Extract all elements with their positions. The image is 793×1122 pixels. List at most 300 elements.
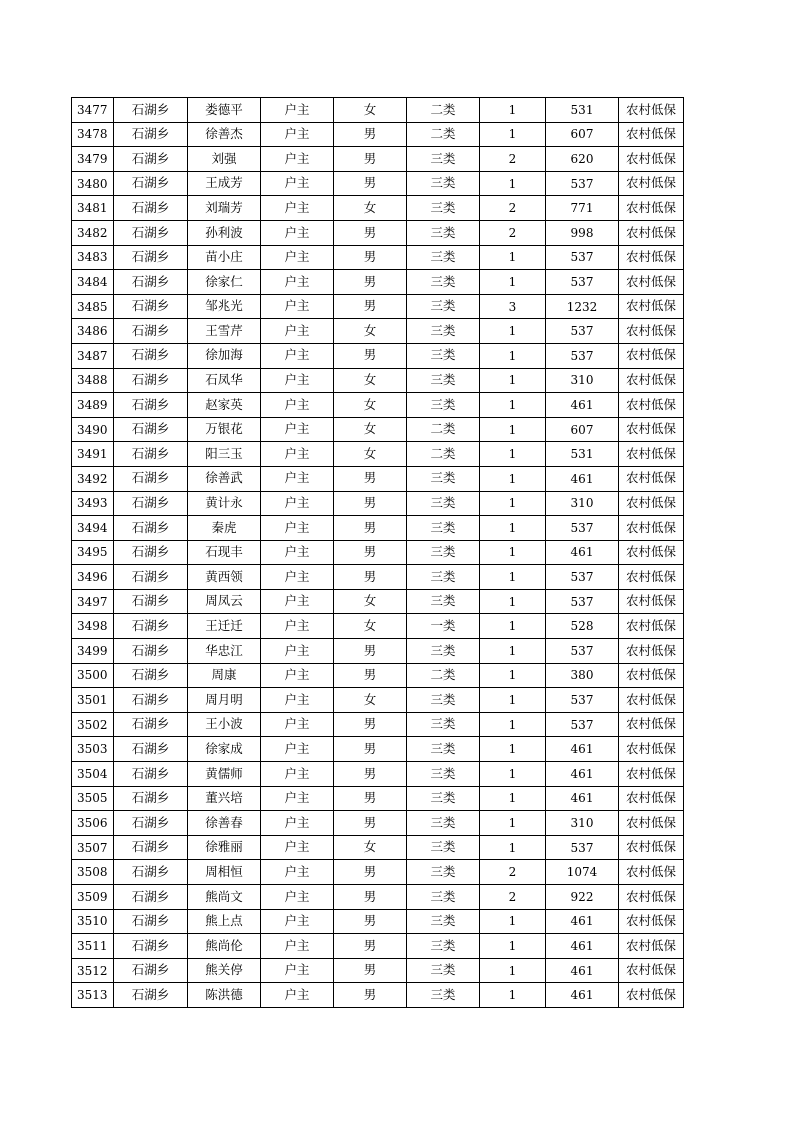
- record-id-cell: 3478: [72, 122, 114, 147]
- category-cell: 三类: [407, 343, 480, 368]
- gender-cell: 男: [334, 885, 407, 910]
- amount-cell: 537: [546, 343, 619, 368]
- program-cell: 农村低保: [619, 294, 684, 319]
- record-id-cell: 3492: [72, 466, 114, 491]
- category-cell: 三类: [407, 147, 480, 172]
- record-id-cell: 3488: [72, 368, 114, 393]
- township-cell: 石湖乡: [114, 860, 188, 885]
- township-cell: 石湖乡: [114, 639, 188, 664]
- amount-cell: 310: [546, 491, 619, 516]
- record-id-cell: 3505: [72, 786, 114, 811]
- name-cell: 王雪芹: [188, 319, 261, 344]
- relation-cell: 户主: [261, 639, 334, 664]
- name-cell: 熊尚文: [188, 885, 261, 910]
- record-id-cell: 3485: [72, 294, 114, 319]
- relation-cell: 户主: [261, 762, 334, 787]
- category-cell: 三类: [407, 934, 480, 959]
- table-row: [72, 368, 684, 393]
- gender-cell: 女: [334, 196, 407, 221]
- category-cell: 三类: [407, 368, 480, 393]
- gender-cell: 男: [334, 909, 407, 934]
- relation-cell: 户主: [261, 491, 334, 516]
- household-size-cell: 2: [480, 196, 546, 221]
- township-cell: 石湖乡: [114, 196, 188, 221]
- table-row: [72, 343, 684, 368]
- program-cell: 农村低保: [619, 983, 684, 1008]
- table-row: [72, 614, 684, 639]
- table-row: [72, 909, 684, 934]
- record-id-cell: 3491: [72, 442, 114, 467]
- gender-cell: 女: [334, 688, 407, 713]
- relation-cell: 户主: [261, 885, 334, 910]
- gender-cell: 女: [334, 614, 407, 639]
- table-row: [72, 762, 684, 787]
- program-cell: 农村低保: [619, 811, 684, 836]
- record-id-cell: 3513: [72, 983, 114, 1008]
- name-cell: 熊尚伦: [188, 934, 261, 959]
- program-cell: 农村低保: [619, 540, 684, 565]
- household-size-cell: 1: [480, 393, 546, 418]
- gender-cell: 女: [334, 417, 407, 442]
- table-row: [72, 466, 684, 491]
- gender-cell: 男: [334, 811, 407, 836]
- program-cell: 农村低保: [619, 712, 684, 737]
- township-cell: 石湖乡: [114, 393, 188, 418]
- gender-cell: 女: [334, 393, 407, 418]
- township-cell: 石湖乡: [114, 368, 188, 393]
- household-size-cell: 1: [480, 491, 546, 516]
- township-cell: 石湖乡: [114, 762, 188, 787]
- amount-cell: 537: [546, 319, 619, 344]
- category-cell: 三类: [407, 245, 480, 270]
- program-cell: 农村低保: [619, 737, 684, 762]
- township-cell: 石湖乡: [114, 466, 188, 491]
- table-row: [72, 319, 684, 344]
- assistance-table: [71, 97, 684, 1008]
- amount-cell: 461: [546, 762, 619, 787]
- table-row: [72, 934, 684, 959]
- amount-cell: 380: [546, 663, 619, 688]
- household-size-cell: 1: [480, 737, 546, 762]
- amount-cell: 531: [546, 98, 619, 123]
- township-cell: 石湖乡: [114, 835, 188, 860]
- gender-cell: 女: [334, 98, 407, 123]
- township-cell: 石湖乡: [114, 589, 188, 614]
- amount-cell: 1232: [546, 294, 619, 319]
- name-cell: 熊关停: [188, 958, 261, 983]
- table-row: [72, 786, 684, 811]
- name-cell: 王成芳: [188, 171, 261, 196]
- amount-cell: 461: [546, 540, 619, 565]
- gender-cell: 男: [334, 934, 407, 959]
- township-cell: 石湖乡: [114, 122, 188, 147]
- program-cell: 农村低保: [619, 885, 684, 910]
- program-cell: 农村低保: [619, 245, 684, 270]
- program-cell: 农村低保: [619, 860, 684, 885]
- category-cell: 三类: [407, 737, 480, 762]
- category-cell: 三类: [407, 270, 480, 295]
- record-id-cell: 3497: [72, 589, 114, 614]
- gender-cell: 男: [334, 737, 407, 762]
- amount-cell: 922: [546, 885, 619, 910]
- name-cell: 赵家英: [188, 393, 261, 418]
- category-cell: 三类: [407, 393, 480, 418]
- township-cell: 石湖乡: [114, 98, 188, 123]
- table-row: [72, 835, 684, 860]
- relation-cell: 户主: [261, 368, 334, 393]
- program-cell: 农村低保: [619, 417, 684, 442]
- name-cell: 周凤云: [188, 589, 261, 614]
- gender-cell: 男: [334, 712, 407, 737]
- table-row: [72, 417, 684, 442]
- name-cell: 董兴培: [188, 786, 261, 811]
- record-id-cell: 3480: [72, 171, 114, 196]
- name-cell: 徐雅丽: [188, 835, 261, 860]
- category-cell: 三类: [407, 491, 480, 516]
- household-size-cell: 2: [480, 860, 546, 885]
- table-row: [72, 983, 684, 1008]
- category-cell: 三类: [407, 786, 480, 811]
- relation-cell: 户主: [261, 220, 334, 245]
- record-id-cell: 3481: [72, 196, 114, 221]
- record-id-cell: 3479: [72, 147, 114, 172]
- table-row: [72, 171, 684, 196]
- township-cell: 石湖乡: [114, 712, 188, 737]
- household-size-cell: 1: [480, 589, 546, 614]
- amount-cell: 461: [546, 393, 619, 418]
- name-cell: 阳三玉: [188, 442, 261, 467]
- program-cell: 农村低保: [619, 147, 684, 172]
- township-cell: 石湖乡: [114, 491, 188, 516]
- table-row: [72, 245, 684, 270]
- township-cell: 石湖乡: [114, 171, 188, 196]
- relation-cell: 户主: [261, 909, 334, 934]
- amount-cell: 537: [546, 516, 619, 541]
- program-cell: 农村低保: [619, 220, 684, 245]
- category-cell: 三类: [407, 516, 480, 541]
- category-cell: 三类: [407, 762, 480, 787]
- gender-cell: 女: [334, 368, 407, 393]
- household-size-cell: 2: [480, 147, 546, 172]
- township-cell: 石湖乡: [114, 417, 188, 442]
- gender-cell: 男: [334, 343, 407, 368]
- table-row: [72, 663, 684, 688]
- name-cell: 周康: [188, 663, 261, 688]
- relation-cell: 户主: [261, 934, 334, 959]
- relation-cell: 户主: [261, 589, 334, 614]
- category-cell: 三类: [407, 811, 480, 836]
- record-id-cell: 3496: [72, 565, 114, 590]
- household-size-cell: 1: [480, 466, 546, 491]
- gender-cell: 女: [334, 319, 407, 344]
- household-size-cell: 1: [480, 122, 546, 147]
- amount-cell: 461: [546, 983, 619, 1008]
- record-id-cell: 3501: [72, 688, 114, 713]
- township-cell: 石湖乡: [114, 688, 188, 713]
- record-id-cell: 3507: [72, 835, 114, 860]
- record-id-cell: 3503: [72, 737, 114, 762]
- household-size-cell: 1: [480, 639, 546, 664]
- household-size-cell: 1: [480, 319, 546, 344]
- household-size-cell: 1: [480, 540, 546, 565]
- record-id-cell: 3495: [72, 540, 114, 565]
- table-body: [72, 98, 684, 1008]
- name-cell: 王迁迁: [188, 614, 261, 639]
- category-cell: 三类: [407, 589, 480, 614]
- category-cell: 三类: [407, 860, 480, 885]
- township-cell: 石湖乡: [114, 565, 188, 590]
- name-cell: 黄儒师: [188, 762, 261, 787]
- category-cell: 三类: [407, 909, 480, 934]
- household-size-cell: 1: [480, 983, 546, 1008]
- gender-cell: 男: [334, 491, 407, 516]
- name-cell: 徐加海: [188, 343, 261, 368]
- relation-cell: 户主: [261, 294, 334, 319]
- table-row: [72, 516, 684, 541]
- record-id-cell: 3493: [72, 491, 114, 516]
- gender-cell: 男: [334, 147, 407, 172]
- category-cell: 三类: [407, 688, 480, 713]
- program-cell: 农村低保: [619, 835, 684, 860]
- amount-cell: 537: [546, 245, 619, 270]
- table-row: [72, 639, 684, 664]
- amount-cell: 537: [546, 565, 619, 590]
- relation-cell: 户主: [261, 811, 334, 836]
- program-cell: 农村低保: [619, 343, 684, 368]
- township-cell: 石湖乡: [114, 540, 188, 565]
- record-id-cell: 3508: [72, 860, 114, 885]
- amount-cell: 461: [546, 737, 619, 762]
- relation-cell: 户主: [261, 466, 334, 491]
- amount-cell: 537: [546, 712, 619, 737]
- township-cell: 石湖乡: [114, 811, 188, 836]
- program-cell: 农村低保: [619, 663, 684, 688]
- relation-cell: 户主: [261, 688, 334, 713]
- amount-cell: 537: [546, 171, 619, 196]
- relation-cell: 户主: [261, 319, 334, 344]
- amount-cell: 310: [546, 368, 619, 393]
- program-cell: 农村低保: [619, 270, 684, 295]
- program-cell: 农村低保: [619, 909, 684, 934]
- household-size-cell: 2: [480, 220, 546, 245]
- gender-cell: 女: [334, 835, 407, 860]
- amount-cell: 310: [546, 811, 619, 836]
- household-size-cell: 1: [480, 762, 546, 787]
- record-id-cell: 3502: [72, 712, 114, 737]
- household-size-cell: 1: [480, 835, 546, 860]
- program-cell: 农村低保: [619, 368, 684, 393]
- program-cell: 农村低保: [619, 614, 684, 639]
- township-cell: 石湖乡: [114, 294, 188, 319]
- category-cell: 三类: [407, 466, 480, 491]
- relation-cell: 户主: [261, 835, 334, 860]
- relation-cell: 户主: [261, 442, 334, 467]
- category-cell: 三类: [407, 639, 480, 664]
- record-id-cell: 3499: [72, 639, 114, 664]
- program-cell: 农村低保: [619, 171, 684, 196]
- relation-cell: 户主: [261, 516, 334, 541]
- name-cell: 秦虎: [188, 516, 261, 541]
- household-size-cell: 1: [480, 442, 546, 467]
- category-cell: 三类: [407, 958, 480, 983]
- category-cell: 三类: [407, 220, 480, 245]
- table-row: [72, 196, 684, 221]
- table-row: [72, 565, 684, 590]
- relation-cell: 户主: [261, 663, 334, 688]
- relation-cell: 户主: [261, 393, 334, 418]
- relation-cell: 户主: [261, 958, 334, 983]
- amount-cell: 537: [546, 835, 619, 860]
- table-row: [72, 147, 684, 172]
- gender-cell: 男: [334, 958, 407, 983]
- name-cell: 徐善杰: [188, 122, 261, 147]
- household-size-cell: 1: [480, 811, 546, 836]
- name-cell: 刘强: [188, 147, 261, 172]
- amount-cell: 607: [546, 122, 619, 147]
- name-cell: 徐家成: [188, 737, 261, 762]
- relation-cell: 户主: [261, 614, 334, 639]
- table-row: [72, 122, 684, 147]
- program-cell: 农村低保: [619, 958, 684, 983]
- township-cell: 石湖乡: [114, 909, 188, 934]
- record-id-cell: 3511: [72, 934, 114, 959]
- gender-cell: 男: [334, 220, 407, 245]
- name-cell: 苗小庄: [188, 245, 261, 270]
- record-id-cell: 3512: [72, 958, 114, 983]
- gender-cell: 男: [334, 270, 407, 295]
- township-cell: 石湖乡: [114, 343, 188, 368]
- household-size-cell: 2: [480, 885, 546, 910]
- gender-cell: 女: [334, 589, 407, 614]
- record-id-cell: 3498: [72, 614, 114, 639]
- township-cell: 石湖乡: [114, 220, 188, 245]
- amount-cell: 537: [546, 688, 619, 713]
- gender-cell: 男: [334, 565, 407, 590]
- table-row: [72, 491, 684, 516]
- gender-cell: 男: [334, 516, 407, 541]
- township-cell: 石湖乡: [114, 270, 188, 295]
- relation-cell: 户主: [261, 786, 334, 811]
- amount-cell: 461: [546, 934, 619, 959]
- amount-cell: 771: [546, 196, 619, 221]
- category-cell: 三类: [407, 712, 480, 737]
- category-cell: 三类: [407, 196, 480, 221]
- amount-cell: 461: [546, 909, 619, 934]
- record-id-cell: 3487: [72, 343, 114, 368]
- household-size-cell: 1: [480, 516, 546, 541]
- relation-cell: 户主: [261, 983, 334, 1008]
- township-cell: 石湖乡: [114, 983, 188, 1008]
- record-id-cell: 3490: [72, 417, 114, 442]
- relation-cell: 户主: [261, 196, 334, 221]
- program-cell: 农村低保: [619, 466, 684, 491]
- category-cell: 二类: [407, 98, 480, 123]
- gender-cell: 男: [334, 540, 407, 565]
- program-cell: 农村低保: [619, 442, 684, 467]
- table-row: [72, 958, 684, 983]
- category-cell: 二类: [407, 442, 480, 467]
- category-cell: 二类: [407, 663, 480, 688]
- gender-cell: 男: [334, 245, 407, 270]
- amount-cell: 537: [546, 639, 619, 664]
- gender-cell: 男: [334, 983, 407, 1008]
- household-size-cell: 1: [480, 343, 546, 368]
- record-id-cell: 3500: [72, 663, 114, 688]
- name-cell: 邹兆光: [188, 294, 261, 319]
- category-cell: 一类: [407, 614, 480, 639]
- record-id-cell: 3483: [72, 245, 114, 270]
- category-cell: 三类: [407, 540, 480, 565]
- amount-cell: 461: [546, 958, 619, 983]
- record-id-cell: 3506: [72, 811, 114, 836]
- name-cell: 周相恒: [188, 860, 261, 885]
- household-size-cell: 1: [480, 786, 546, 811]
- name-cell: 华忠江: [188, 639, 261, 664]
- amount-cell: 537: [546, 589, 619, 614]
- gender-cell: 男: [334, 294, 407, 319]
- amount-cell: 998: [546, 220, 619, 245]
- table-row: [72, 712, 684, 737]
- household-size-cell: 1: [480, 368, 546, 393]
- relation-cell: 户主: [261, 98, 334, 123]
- township-cell: 石湖乡: [114, 319, 188, 344]
- gender-cell: 男: [334, 466, 407, 491]
- record-id-cell: 3504: [72, 762, 114, 787]
- gender-cell: 男: [334, 786, 407, 811]
- table-row: [72, 393, 684, 418]
- program-cell: 农村低保: [619, 491, 684, 516]
- program-cell: 农村低保: [619, 122, 684, 147]
- household-size-cell: 1: [480, 909, 546, 934]
- program-cell: 农村低保: [619, 565, 684, 590]
- name-cell: 陈洪德: [188, 983, 261, 1008]
- table-row: [72, 98, 684, 123]
- name-cell: 熊上点: [188, 909, 261, 934]
- program-cell: 农村低保: [619, 934, 684, 959]
- name-cell: 万银花: [188, 417, 261, 442]
- amount-cell: 461: [546, 786, 619, 811]
- name-cell: 王小波: [188, 712, 261, 737]
- household-size-cell: 3: [480, 294, 546, 319]
- record-id-cell: 3509: [72, 885, 114, 910]
- table-row: [72, 294, 684, 319]
- name-cell: 徐善春: [188, 811, 261, 836]
- household-size-cell: 1: [480, 614, 546, 639]
- gender-cell: 男: [334, 663, 407, 688]
- township-cell: 石湖乡: [114, 516, 188, 541]
- category-cell: 三类: [407, 983, 480, 1008]
- relation-cell: 户主: [261, 343, 334, 368]
- name-cell: 刘瑞芳: [188, 196, 261, 221]
- category-cell: 三类: [407, 565, 480, 590]
- household-size-cell: 1: [480, 688, 546, 713]
- category-cell: 三类: [407, 835, 480, 860]
- name-cell: 徐善武: [188, 466, 261, 491]
- name-cell: 石凤华: [188, 368, 261, 393]
- table-row: [72, 540, 684, 565]
- township-cell: 石湖乡: [114, 958, 188, 983]
- household-size-cell: 1: [480, 171, 546, 196]
- amount-cell: 537: [546, 270, 619, 295]
- household-size-cell: 1: [480, 417, 546, 442]
- township-cell: 石湖乡: [114, 934, 188, 959]
- household-size-cell: 1: [480, 934, 546, 959]
- relation-cell: 户主: [261, 270, 334, 295]
- relation-cell: 户主: [261, 737, 334, 762]
- township-cell: 石湖乡: [114, 614, 188, 639]
- relation-cell: 户主: [261, 712, 334, 737]
- relation-cell: 户主: [261, 417, 334, 442]
